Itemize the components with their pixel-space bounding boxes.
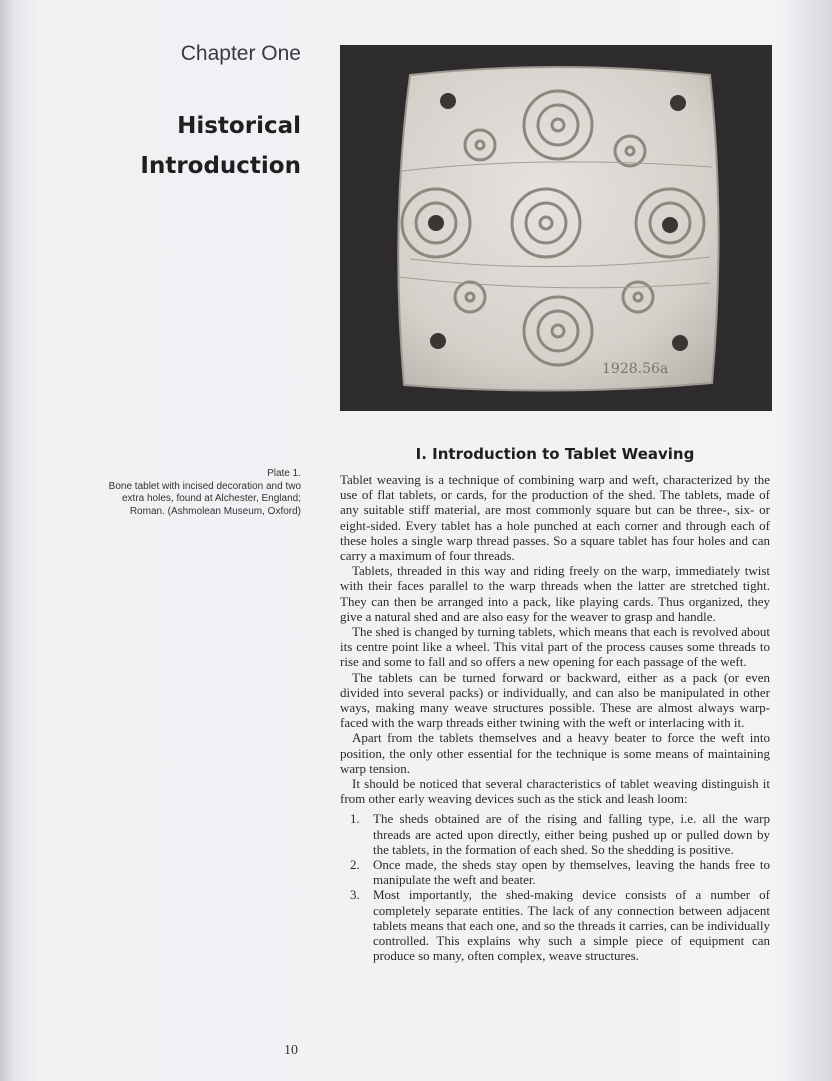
plate-caption-text: Bone tablet with incised decoration and two extra holes, found at Alchester, England; Roman. (Ashmolean Museum, Oxford) (108, 480, 301, 517)
list-item (340, 811, 770, 857)
plate-inscription: 1928.56a (602, 361, 669, 377)
paragraph-1: Tablet weaving is a technique of combining warp and weft, characterized by the use of flat tablets, or cards, for the production of the shed. The tablets, made of any suitable stiff material, are most commonly square but can be three-, six- or eight-sided. Every tablet has a hole punched at each corner and through each of these holes a single warp thread passes. So a square tablet has four holes and can carry a maximum of four threads. (340, 472, 770, 564)
plate-caption-number: Plate 1. (267, 468, 301, 479)
plate-photo (340, 45, 772, 411)
list-item-text: Once made, the sheds stay open by themselves, leaving the hands free to manipulate the weft and beater. (373, 857, 770, 888)
list-item-number: 2. (350, 857, 360, 873)
list-item-number: 3. (350, 887, 360, 903)
bone-tablet-photo (340, 45, 772, 411)
list-item-text: The sheds obtained are of the rising and falling type, i.e. all the warp threads are acted upon directly, either being pushed up or pulled down by the tablets, in the formation of each shed. So the shedding is positive. (373, 811, 770, 857)
section-heading: I. Introduction to Tablet Weaving (415, 445, 695, 463)
chapter-title-line-2: Introduction (140, 153, 301, 179)
list-item (340, 857, 770, 887)
chapter-label: Chapter One (180, 42, 301, 65)
page-number: 10 (284, 1043, 298, 1058)
paragraph-3: The shed is changed by turning tablets, which means that each is revolved about its centre point like a wheel. This vital part of the process causes some threads to rise and some to fall and so offers a new opening for each passage of the weft. (340, 624, 770, 670)
paragraph-2: Tablets, threaded in this way and riding freely on the warp, immediately twist with their faces parallel to the warp threads when the latter are stretched tight. They can then be arranged into a pack, like playing cards. Thus organized, they give a natural shed and are also easy for the weaver to grasp and handle. (340, 563, 770, 624)
list-item-number: 1. (350, 811, 360, 827)
plate-caption (101, 468, 301, 518)
paragraph-5: Apart from the tablets themselves and a heavy beater to force the weft into position, the only other essential for the technique is some means of maintaining warp tension. (340, 730, 770, 776)
list-item (340, 887, 770, 963)
paragraph-4: The tablets can be turned forward or backward, either as a pack (or even divided into several packs) or individually, and can also be manipulated in other ways, making many weave structures possible. These are almost always warp-faced with the warp threads either twining with the weft or interlacing with it. (340, 669, 770, 731)
paragraph-6: It should be noticed that several characteristics of tablet weaving distinguish it from other early weaving devices such as the stick and leash loom: (340, 776, 770, 807)
body-text (340, 472, 770, 964)
chapter-title-line-1: Historical (177, 113, 301, 139)
chapter-title (140, 106, 301, 186)
characteristics-list (340, 811, 770, 963)
list-item-text: Most importantly, the shed-making device consists of a number of completely separate entities. The lack of any connection between adjacent tablets means that each one, and so the threads it carries, can be individually controlled. This explains why such a simple piece of equipment can produce so many, often complex, weave structures. (373, 887, 770, 964)
